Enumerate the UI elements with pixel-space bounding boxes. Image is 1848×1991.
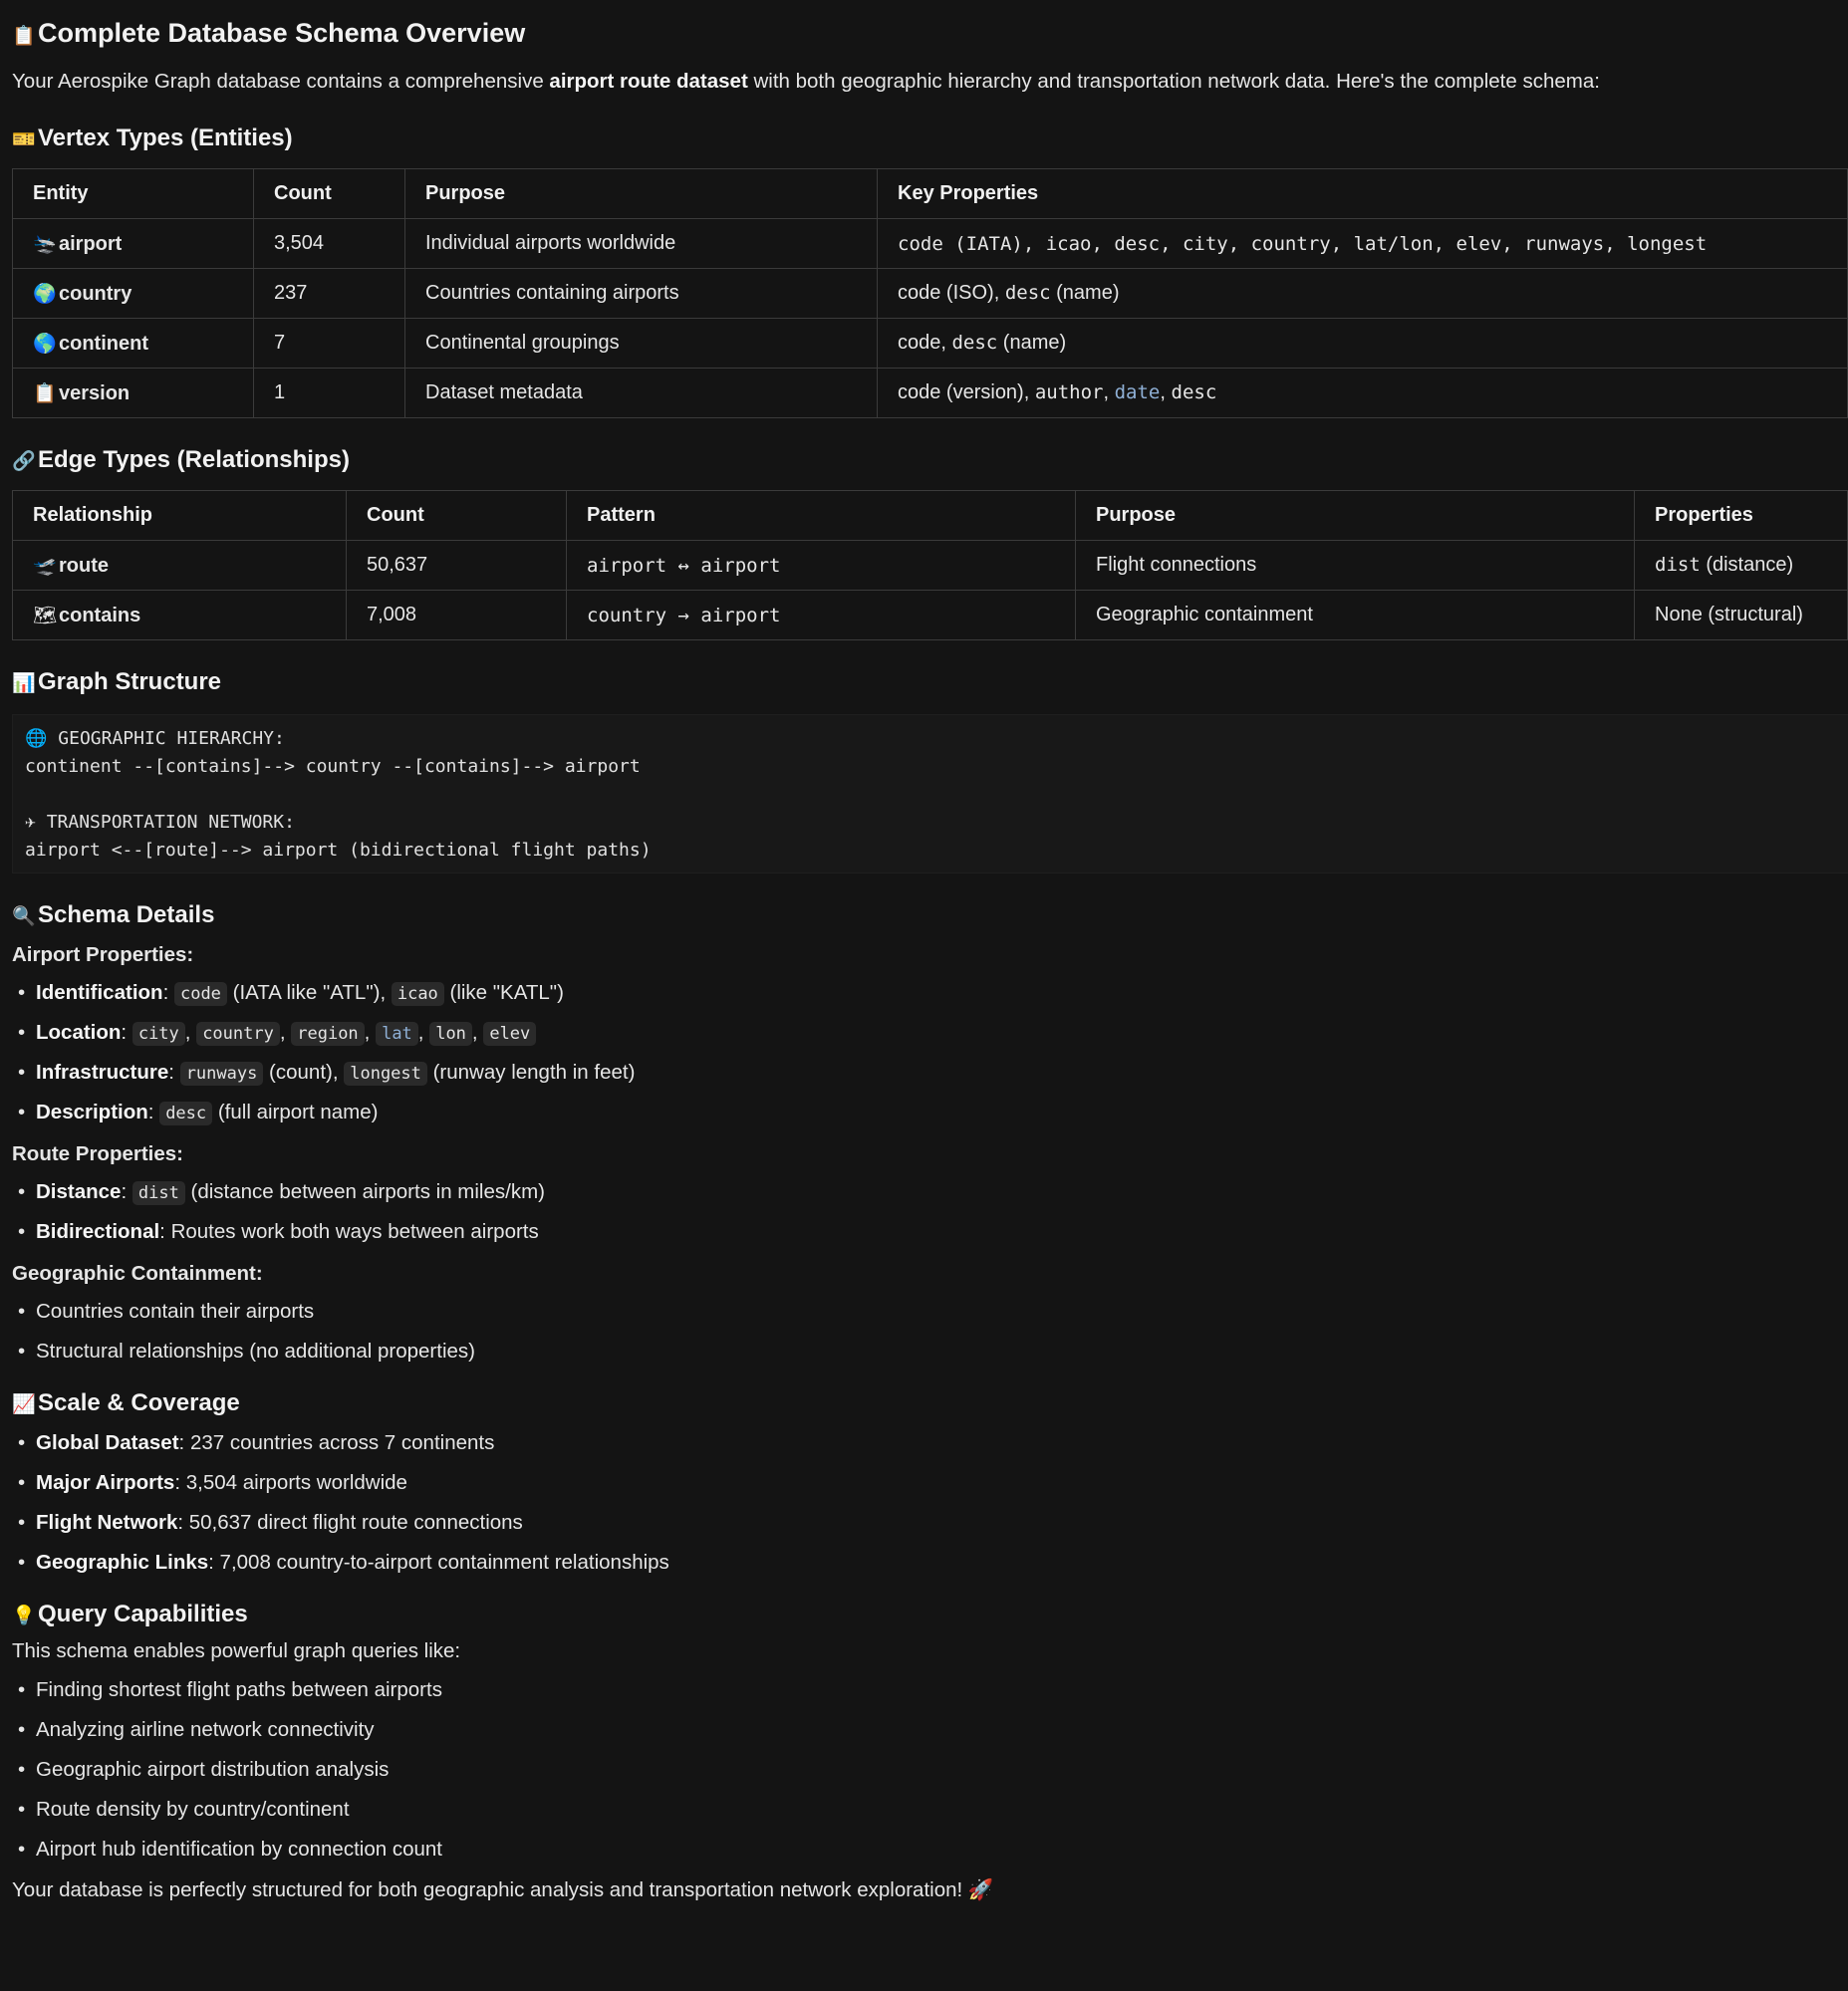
route-properties-label: Route Properties: <box>12 1142 183 1165</box>
list-item: • Description: desc (full airport name) <box>12 1093 1848 1132</box>
count-cell: 1 <box>254 369 405 418</box>
magnifier-icon: 🔍 <box>12 905 36 927</box>
table-row <box>13 269 1848 319</box>
entity-cell: 🛬 airport <box>13 219 254 269</box>
list-item: • Finding shortest flight paths between airports <box>12 1670 1848 1710</box>
code-line: 🌐 GEOGRAPHIC HIERARCHY: <box>25 728 285 749</box>
bar-chart-icon: 📊 <box>12 672 36 694</box>
code-line: continent --[contains]--> country --[contains]--> airport <box>25 756 641 777</box>
vertex-types-table <box>12 168 1848 418</box>
list-item: • Countries contain their airports <box>12 1292 1848 1332</box>
list-item: • Infrastructure: runways (count), longest (runway length in feet) <box>12 1053 1848 1093</box>
closing-paragraph: Your database is perfectly structured for both geographic analysis and transportation network exploration! 🚀 <box>12 1878 994 1901</box>
relationship-cell: 🛫 route <box>13 541 347 591</box>
column-header: Properties <box>1635 491 1848 541</box>
graph-structure-code-block[interactable] <box>12 714 1848 873</box>
list-item: • Geographic Links: 7,008 country-to-airport containment relationships <box>12 1543 1848 1583</box>
vertex-types-heading: 🎫Vertex Types (Entities) <box>12 121 1848 156</box>
scale-coverage-list <box>12 1423 1848 1583</box>
properties-cell: code, desc (name) <box>878 319 1848 369</box>
airport-properties-list <box>12 973 1848 1132</box>
entity-cell: 🌍 country <box>13 269 254 319</box>
column-header: Entity <box>13 169 254 219</box>
properties-cell: code (IATA), icao, desc, city, country, lat/lon, elev, runways, longest <box>878 219 1848 269</box>
properties-cell: code (version), author, date, desc <box>878 369 1848 418</box>
list-item: • Route density by country/continent <box>12 1790 1848 1830</box>
query-capabilities-heading: 💡Query Capabilities <box>12 1597 1848 1632</box>
count-cell: 237 <box>254 269 405 319</box>
list-item: • Airport hub identification by connection count <box>12 1830 1848 1869</box>
geographic-containment-label: Geographic Containment: <box>12 1262 263 1285</box>
clipboard-icon: 📋 <box>33 381 57 404</box>
table-row <box>13 591 1848 640</box>
list-item: • Identification: code (IATA like "ATL"), icao (like "KATL") <box>12 973 1848 1013</box>
count-cell: 7,008 <box>347 591 567 640</box>
schema-details-heading: 🔍Schema Details <box>12 897 1848 933</box>
pattern-cell: country → airport <box>567 591 1076 640</box>
count-cell: 7 <box>254 319 405 369</box>
code-line: airport <--[route]--> airport (bidirectional flight paths) <box>25 840 652 861</box>
page-title: 📋Complete Database Schema Overview <box>12 14 1848 52</box>
table-header-row <box>13 169 1848 219</box>
airplane-landing-icon: 🛬 <box>33 232 57 255</box>
count-cell: 3,504 <box>254 219 405 269</box>
airplane-departure-icon: 🛫 <box>33 554 57 577</box>
list-item: • Geographic airport distribution analysis <box>12 1750 1848 1790</box>
clipboard-icon: 📋 <box>12 25 36 47</box>
list-item: • Analyzing airline network connectivity <box>12 1710 1848 1750</box>
relationship-cell: 🗺contains <box>13 591 347 640</box>
query-lead: This schema enables powerful graph queries like: <box>12 1639 461 1662</box>
globe-icon: 🌍 <box>33 282 57 305</box>
table-row <box>13 319 1848 369</box>
table-row <box>13 219 1848 269</box>
list-item: • Bidirectional: Routes work both ways between airports <box>12 1212 1848 1252</box>
properties-cell: dist (distance) <box>1635 541 1848 591</box>
count-cell: 50,637 <box>347 541 567 591</box>
scale-coverage-heading: 📈Scale & Coverage <box>12 1385 1848 1421</box>
trend-chart-icon: 📈 <box>12 1393 36 1415</box>
properties-cell: code (ISO), desc (name) <box>878 269 1848 319</box>
table-row <box>13 369 1848 418</box>
column-header: Relationship <box>13 491 347 541</box>
geographic-containment-list <box>12 1292 1848 1371</box>
list-item: • Flight Network: 50,637 direct flight route connections <box>12 1503 1848 1543</box>
intro-paragraph: Your Aerospike Graph database contains a comprehensive airport route dataset with both geographic hierarchy and transportation network data. Here's the complete schema: <box>12 70 1600 93</box>
query-capabilities-list <box>12 1670 1848 1869</box>
globe-americas-icon: 🌎 <box>33 332 57 355</box>
column-header: Purpose <box>405 169 878 219</box>
list-item: • Global Dataset: 237 countries across 7 continents <box>12 1423 1848 1463</box>
purpose-cell: Geographic containment <box>1076 591 1635 640</box>
table-header-row <box>13 491 1848 541</box>
ticket-icon: 🎫 <box>12 128 36 150</box>
lightbulb-icon: 💡 <box>12 1605 36 1626</box>
link-icon: 🔗 <box>12 450 36 472</box>
code-line: ✈ TRANSPORTATION NETWORK: <box>25 812 295 833</box>
list-item: • Location: city , country , region , lat , lon , elev <box>12 1013 1848 1053</box>
globe-meridians-icon: 🌐 <box>25 728 48 749</box>
edge-types-table <box>12 490 1848 640</box>
table-row <box>13 541 1848 591</box>
airplane-icon: ✈ <box>25 812 36 833</box>
column-header: Count <box>254 169 405 219</box>
purpose-cell: Dataset metadata <box>405 369 878 418</box>
purpose-cell: Continental groupings <box>405 319 878 369</box>
purpose-cell: Individual airports worldwide <box>405 219 878 269</box>
column-header: Pattern <box>567 491 1076 541</box>
purpose-cell: Countries containing airports <box>405 269 878 319</box>
list-item: • Major Airports: 3,504 airports worldwide <box>12 1463 1848 1503</box>
column-header: Count <box>347 491 567 541</box>
list-item: • Distance: dist (distance between airports in miles/km) <box>12 1172 1848 1212</box>
list-item: • Structural relationships (no additional properties) <box>12 1332 1848 1371</box>
route-properties-list <box>12 1172 1848 1252</box>
pattern-cell: airport ↔ airport <box>567 541 1076 591</box>
purpose-cell: Flight connections <box>1076 541 1635 591</box>
entity-cell: 🌎 continent <box>13 319 254 369</box>
code-blank-line <box>25 781 1836 809</box>
edge-types-heading: 🔗Edge Types (Relationships) <box>12 442 1848 478</box>
graph-structure-heading: 📊Graph Structure <box>12 664 1848 700</box>
column-header: Key Properties <box>878 169 1848 219</box>
entity-cell: 📋 version <box>13 369 254 418</box>
properties-cell: None (structural) <box>1635 591 1848 640</box>
map-icon: 🗺 <box>33 604 58 626</box>
airport-properties-label: Airport Properties: <box>12 943 194 966</box>
column-header: Purpose <box>1076 491 1635 541</box>
